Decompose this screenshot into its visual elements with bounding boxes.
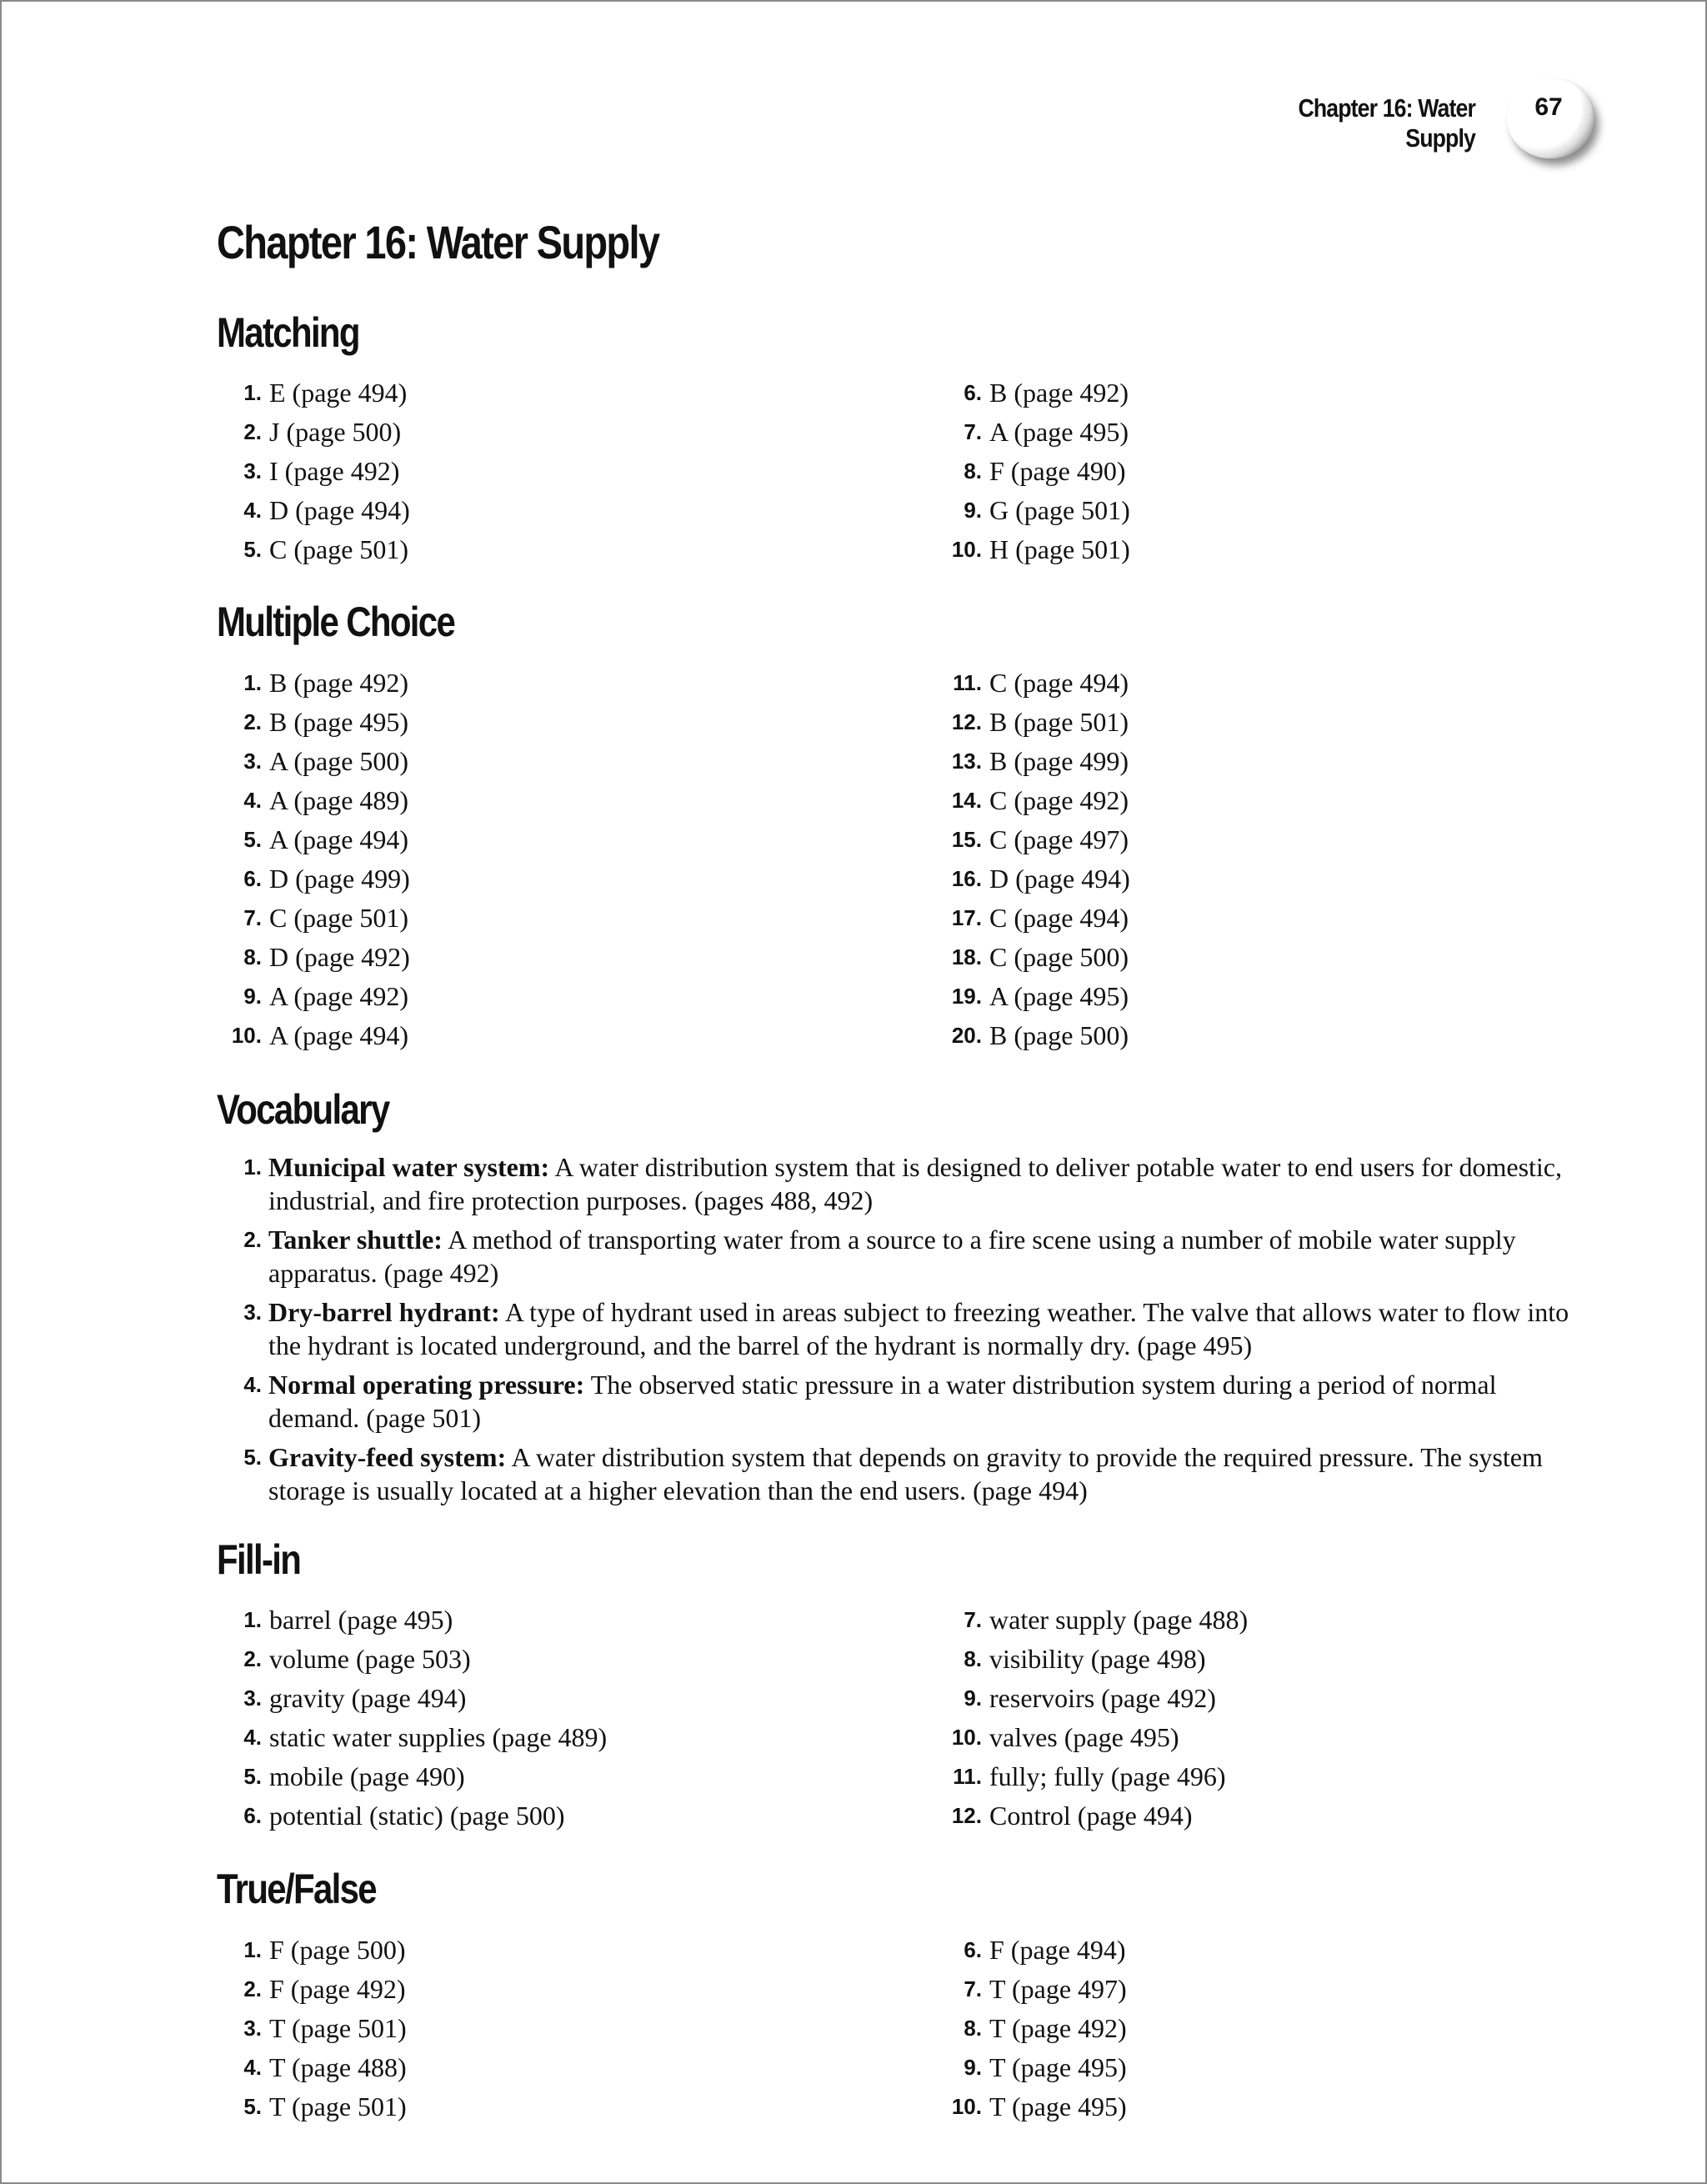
answer-item (937, 1757, 1570, 1796)
answer-text: T (page 488) (269, 2052, 407, 2082)
item-number: 1. (243, 1937, 262, 1962)
answer-item (217, 820, 850, 859)
matching-list-left (217, 373, 850, 569)
answer-text: fully; fully (page 496) (989, 1761, 1226, 1791)
item-number: 9. (243, 984, 262, 1009)
answer-item (217, 1640, 850, 1679)
item-number: 15. (951, 827, 982, 852)
answer-item (937, 373, 1570, 413)
item-number: 20. (951, 1023, 982, 1048)
item-number: 4. (243, 1372, 262, 1397)
answer-text: potential (static) (page 500) (269, 1801, 565, 1831)
answer-text: B (page 495) (269, 707, 409, 737)
vocabulary-term: Municipal water system: (268, 1152, 550, 1182)
item-number: 4. (243, 2055, 262, 2080)
answer-text: mobile (page 490) (269, 1761, 465, 1791)
item-number: 4. (243, 1725, 262, 1750)
answer-item (217, 491, 850, 530)
item-number: 6. (243, 866, 262, 891)
answer-text: A (page 494) (269, 1020, 409, 1050)
answer-item (937, 977, 1570, 1016)
true-false-heading: True/False (217, 1866, 376, 1912)
answer-item (937, 2048, 1570, 2087)
item-number: 6. (964, 380, 982, 405)
answer-item (937, 664, 1570, 703)
item-number: 12. (951, 709, 982, 734)
vocabulary-list (217, 1150, 1600, 1513)
item-number: 1. (243, 1155, 262, 1180)
answer-item (217, 1970, 850, 2009)
item-number: 9. (964, 498, 982, 523)
answer-text: G (page 501) (989, 495, 1130, 525)
answer-text: D (page 494) (269, 495, 410, 525)
answer-text: A (page 489) (269, 785, 409, 815)
item-number: 7. (964, 1976, 982, 2001)
answer-item (217, 2087, 850, 2126)
answer-item (217, 859, 850, 899)
answer-item (217, 781, 850, 820)
item-number: 9. (964, 2055, 982, 2080)
answer-item (937, 1016, 1570, 1055)
item-number: 2. (243, 1976, 262, 2001)
answer-item (937, 530, 1570, 569)
answer-item (937, 859, 1570, 899)
answer-text: Control (page 494) (989, 1801, 1193, 1831)
vocabulary-definition: A water distribution system that is designed to deliver potable water to end users for domestic, industrial, and fire protection purposes. (pages 488, 492) (268, 1152, 1562, 1215)
answer-item (217, 1931, 850, 1970)
answer-item (217, 1679, 850, 1718)
answer-text: H (page 501) (989, 534, 1130, 564)
answer-text: B (page 501) (989, 707, 1129, 737)
answer-item (937, 1640, 1570, 1679)
item-number: 8. (243, 944, 262, 969)
item-number: 5. (243, 2094, 262, 2119)
fill-in-heading: Fill-in (217, 1536, 301, 1583)
answer-item (217, 1718, 850, 1757)
answer-text: barrel (page 495) (269, 1605, 453, 1635)
answer-text: T (page 497) (989, 1974, 1127, 2004)
vocabulary-item (217, 1223, 1594, 1290)
answer-text: water supply (page 488) (989, 1605, 1249, 1635)
answer-item (937, 1679, 1570, 1718)
answer-item (217, 1016, 850, 1055)
answer-item (217, 373, 850, 413)
answer-text: C (page 497) (989, 824, 1129, 854)
item-number: 7. (964, 1607, 982, 1632)
item-number: 4. (243, 788, 262, 813)
fill-in-list-right (937, 1600, 1570, 1836)
answer-item (937, 899, 1570, 938)
item-number: 8. (964, 1646, 982, 1671)
answer-text: C (page 492) (989, 785, 1129, 815)
item-number: 11. (953, 670, 982, 695)
answer-item (937, 452, 1570, 491)
answer-text: D (page 499) (269, 864, 410, 894)
item-number: 3. (243, 749, 262, 774)
answer-text: static water supplies (page 489) (269, 1722, 608, 1752)
item-number: 2. (243, 1227, 262, 1252)
item-number: 1. (243, 1607, 262, 1632)
item-number: 8. (964, 2016, 982, 2041)
item-number: 1. (243, 380, 262, 405)
answer-text: A (page 495) (989, 981, 1129, 1011)
item-number: 10. (951, 2094, 982, 2119)
answer-text: B (page 492) (269, 668, 409, 698)
item-number: 5. (243, 1764, 262, 1789)
multiple-choice-list-left (217, 664, 850, 1055)
item-number: 5. (243, 1445, 262, 1470)
answer-text: T (page 495) (989, 2052, 1127, 2082)
item-number: 7. (243, 905, 262, 930)
vocabulary-definition: A water distribution system that depends on gravity to provide the required pressure. The system storage is usually located at a higher elevation than the end users. (page 494) (268, 1442, 1543, 1505)
vocabulary-term: Tanker shuttle: (268, 1225, 443, 1255)
item-number: 6. (964, 1937, 982, 1962)
answer-text: A (page 495) (989, 417, 1129, 447)
multiple-choice-heading: Multiple Choice (217, 599, 455, 645)
answer-item (937, 1600, 1570, 1640)
item-number: 19. (951, 984, 982, 1009)
answer-text: T (page 492) (989, 2013, 1127, 2043)
answer-item (937, 1718, 1570, 1757)
item-number: 3. (243, 458, 262, 483)
item-number: 8. (964, 458, 982, 483)
item-number: 11. (953, 1764, 982, 1789)
answer-text: F (page 492) (269, 1974, 406, 2004)
answer-text: T (page 501) (269, 2091, 407, 2121)
answer-item (217, 977, 850, 1016)
vocabulary-term: Dry-barrel hydrant: (268, 1297, 500, 1327)
item-number: 17. (951, 905, 982, 930)
item-number: 18. (951, 944, 982, 969)
item-number: 10. (951, 1725, 982, 1750)
item-number: 4. (243, 498, 262, 523)
answer-text: A (page 500) (269, 746, 409, 776)
item-number: 10. (951, 537, 982, 562)
answer-item (217, 703, 850, 742)
item-number: 13. (951, 749, 982, 774)
multiple-choice-list-right (937, 664, 1570, 1055)
answer-text: C (page 494) (989, 903, 1129, 933)
answer-text: gravity (page 494) (269, 1683, 467, 1713)
answer-text: valves (page 495) (989, 1722, 1179, 1752)
answer-item (937, 1796, 1570, 1836)
answer-text: J (page 500) (269, 417, 402, 447)
item-number: 14. (951, 788, 982, 813)
chapter-title: Chapter 16: Water Supply (217, 216, 659, 268)
answer-item (937, 820, 1570, 859)
answer-text: E (page 494) (269, 378, 408, 408)
answer-text: C (page 501) (269, 534, 409, 564)
item-number: 9. (964, 1686, 982, 1711)
running-header-title: Chapter 16: Water Supply (1298, 93, 1475, 153)
vocabulary-definition: The observed static pressure in a water distribution system during a period of normal demand. (page 501) (268, 1370, 1497, 1433)
answer-item (217, 938, 850, 977)
vocabulary-item (217, 1440, 1594, 1507)
answer-text: A (page 492) (269, 981, 409, 1011)
vocabulary-heading: Vocabulary (217, 1086, 389, 1133)
item-number: 1. (243, 670, 262, 695)
vocabulary-item (217, 1368, 1594, 1435)
vocabulary-term: Gravity-feed system: (268, 1442, 507, 1472)
vocabulary-term: Normal operating pressure: (268, 1370, 585, 1400)
vocabulary-item (217, 1150, 1594, 1217)
answer-item (217, 1796, 850, 1836)
answer-text: volume (page 503) (269, 1644, 471, 1674)
answer-item (217, 664, 850, 703)
item-number: 3. (243, 2016, 262, 2041)
vocabulary-definition: A method of transporting water from a source to a fire scene using a number of mobile water supply apparatus. (page 492) (268, 1225, 1516, 1288)
answer-item (937, 742, 1570, 781)
true-false-list-right (937, 1931, 1570, 2126)
item-number: 12. (951, 1803, 982, 1828)
answer-text: reservoirs (page 492) (989, 1683, 1216, 1713)
answer-text: C (page 500) (989, 942, 1129, 972)
answer-item (217, 742, 850, 781)
answer-item (937, 1931, 1570, 1970)
answer-item (937, 938, 1570, 977)
true-false-list-left (217, 1931, 850, 2126)
answer-text: A (page 494) (269, 824, 409, 854)
item-number: 3. (243, 1686, 262, 1711)
answer-text: B (page 499) (989, 746, 1129, 776)
answer-item (217, 452, 850, 491)
vocabulary-item (217, 1295, 1594, 1362)
answer-item (217, 899, 850, 938)
answer-item (937, 2009, 1570, 2048)
item-number: 5. (243, 827, 262, 852)
answer-text: C (page 501) (269, 903, 409, 933)
answer-text: F (page 494) (989, 1935, 1126, 1965)
answer-text: B (page 500) (989, 1020, 1129, 1050)
answer-item (217, 2048, 850, 2087)
answer-text: D (page 492) (269, 942, 410, 972)
answer-item (937, 703, 1570, 742)
answer-text: F (page 490) (989, 456, 1126, 486)
answer-item (937, 781, 1570, 820)
answer-text: C (page 494) (989, 668, 1129, 698)
item-number: 7. (964, 419, 982, 444)
answer-text: T (page 501) (269, 2013, 407, 2043)
answer-item (217, 530, 850, 569)
item-number: 2. (243, 709, 262, 734)
fill-in-list-left (217, 1600, 850, 1836)
matching-heading: Matching (217, 309, 359, 356)
item-number: 5. (243, 537, 262, 562)
answer-item (217, 1600, 850, 1640)
answer-item (217, 1757, 850, 1796)
item-number: 10. (231, 1023, 262, 1048)
item-number: 3. (243, 1300, 262, 1325)
answer-text: F (page 500) (269, 1935, 406, 1965)
answer-text: I (page 492) (269, 456, 400, 486)
item-number: 2. (243, 419, 262, 444)
answer-item (937, 2087, 1570, 2126)
item-number: 2. (243, 1646, 262, 1671)
answer-text: B (page 492) (989, 378, 1129, 408)
matching-list-right (937, 373, 1570, 569)
answer-text: T (page 495) (989, 2091, 1127, 2121)
answer-item (937, 1970, 1570, 2009)
answer-item (217, 413, 850, 452)
answer-text: visibility (page 498) (989, 1644, 1206, 1674)
answer-item (937, 413, 1570, 452)
item-number: 16. (951, 866, 982, 891)
answer-item (937, 491, 1570, 530)
item-number: 6. (243, 1803, 262, 1828)
page-number: 67 (1534, 93, 1563, 121)
vocabulary-definition: A type of hydrant used in areas subject to freezing weather. The valve that allows water to flow into the hydrant is located underground, and the barrel of the hydrant is normally dry. (page 495) (268, 1297, 1569, 1360)
answer-text: D (page 494) (989, 864, 1130, 894)
answer-item (217, 2009, 850, 2048)
